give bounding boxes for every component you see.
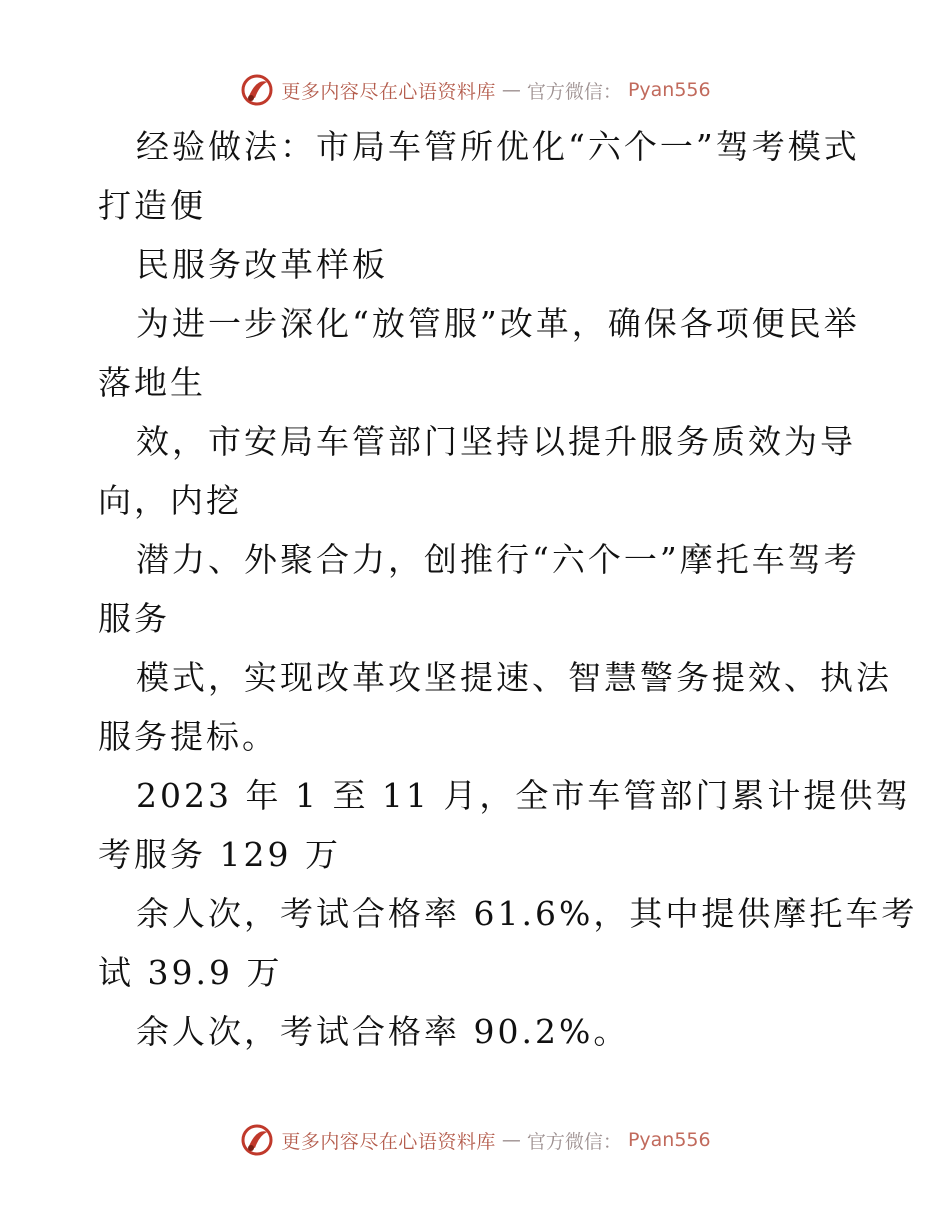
body-line: 考服务 129 万: [98, 835, 341, 874]
body-line: 潜力、外聚合力，创推行“六个一”摩托车驾考: [136, 540, 860, 579]
watermark-brand-text: 更多内容尽在心语资料库: [281, 1130, 496, 1153]
watermark-brand-text: 更多内容尽在心语资料库: [281, 80, 496, 103]
body-line: 试 39.9 万: [98, 953, 283, 992]
body-line: 2023 年 1 至 11 月，全市车管部门累计提供驾: [136, 776, 912, 815]
watermark-label: 官方微信：: [526, 80, 622, 103]
watermark-dash: —: [501, 79, 521, 101]
body-line: 打造便: [98, 186, 206, 225]
body-line: 经验做法：市局车管所优化“六个一”驾考模式: [136, 127, 860, 166]
body-line: 向，内挖: [98, 481, 242, 520]
watermark-label: 官方微信：: [526, 1130, 622, 1153]
footer-watermark: [0, 1120, 950, 1160]
body-line: 为进一步深化“放管服”改革，确保各项便民举: [136, 304, 860, 343]
watermark-wechat-id: Pyan556: [627, 1129, 711, 1151]
body-line: 效，市安局车管部门坚持以提升服务质效为导: [136, 422, 856, 461]
body-line: 服务提标。: [98, 717, 278, 756]
watermark-wechat-id: Pyan556: [627, 79, 711, 101]
watermark-dash: —: [501, 1129, 521, 1151]
body-line: 服务: [98, 599, 170, 638]
header-watermark: [0, 70, 950, 110]
body-line: 余人次，考试合格率 90.2%。: [136, 1012, 630, 1051]
body-line: 模式，实现改革攻坚提速、智慧警务提效、执法: [136, 658, 892, 697]
brand-logo-icon: [239, 72, 275, 108]
document-body: [98, 117, 918, 1061]
body-line: 民服务改革样板: [136, 245, 388, 284]
body-line: 落地生: [98, 363, 206, 402]
brand-logo-icon: [239, 1122, 275, 1158]
body-line: 余人次，考试合格率 61.6%，其中提供摩托车考: [136, 894, 918, 933]
